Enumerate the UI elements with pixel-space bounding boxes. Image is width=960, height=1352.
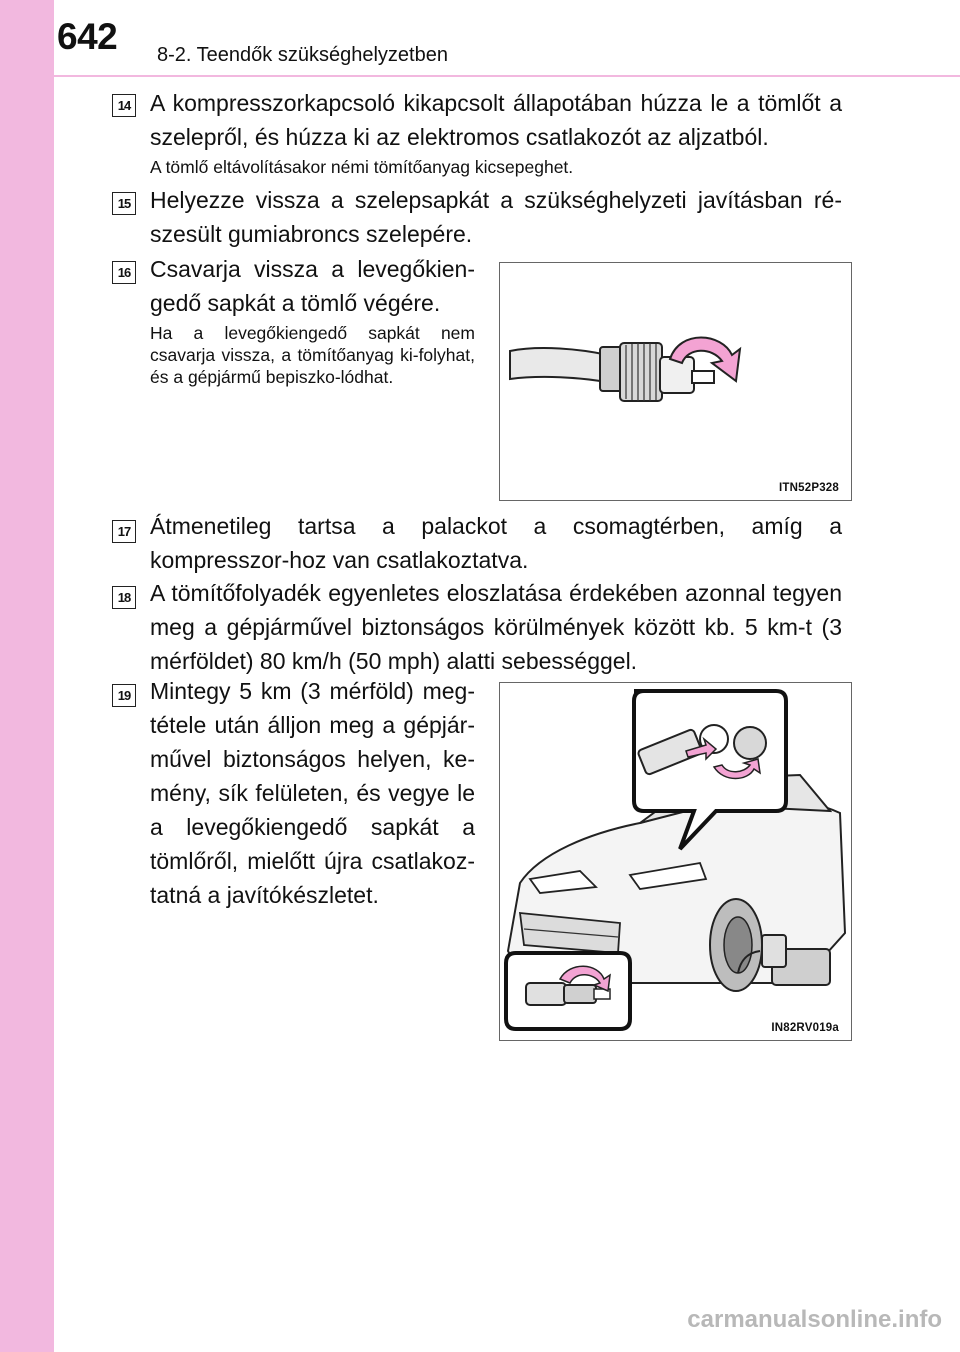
watermark: carmanualsonline.info [687,1306,942,1333]
figure-hose-cap [499,262,852,501]
step-note-14: A tömlő eltávolításakor némi tömítőanyag kicsepeghet. [150,157,574,177]
step-text-14: A kompresszorkapcsoló kikapcsolt állapotában húzza le a tömlőt a szelepről, és húzza ki az elektromos csatlakozót az aljzatból. [150,90,842,150]
step-text-19: Mintegy 5 km (3 mérföld) meg-tétele után álljon meg a gépjár-művel biztonságos helyen, ke-mény, sík felületen, és vegye le a levegőkiengedő sapkát a tömlőről, mielőtt újra csatlakoz-tatná a javítókészletet. [150,678,475,908]
car-repair-kit-illustration [500,683,852,1041]
step-number-17: 17 [112,520,136,543]
step-number-15: 15 [112,192,136,215]
step-text-15: Helyezze vissza a szelepsapkát a szükséghelyzeti javításban ré-szesült gumiabroncs szelepére. [150,187,842,247]
figure-code: IN82RV019a [771,1022,839,1034]
step-number-19: 19 [112,684,136,707]
step-text-17: Átmenetileg tartsa a palackot a csomagtérben, amíg a kompresszor-hoz van csatlakoztatva. [150,513,842,573]
step-text-18: A tömítőfolyadék egyenletes eloszlatása érdekében azonnal tegyen meg a gépjárművel biztonságos körülmények között kb. 5 km-t (3 mérföldet) 80 km/h (50 mph) alatti sebességgel. [150,580,842,674]
page-number: 642 [57,16,118,57]
figure-code: ITN52P328 [779,482,839,494]
step-number-18: 18 [112,586,136,609]
step-number-14: 14 [112,94,136,117]
step-number-16: 16 [112,261,136,284]
figure-car-repair-kit [499,682,852,1041]
step-text-16: Csavarja vissza a levegőkien-gedő sapkát a tömlő végére. [150,256,475,316]
side-margin-band [0,0,54,1352]
step-note-16: Ha a levegőkiengedő sapkát nem csavarja vissza, a tömítőanyag ki-folyhat, és a gépjármű bepiszko-lódhat. [150,323,475,387]
section-title: 8-2. Teendők szükséghelyzetben [157,44,448,66]
hose-cap-illustration [500,263,852,501]
header-divider [54,75,960,77]
